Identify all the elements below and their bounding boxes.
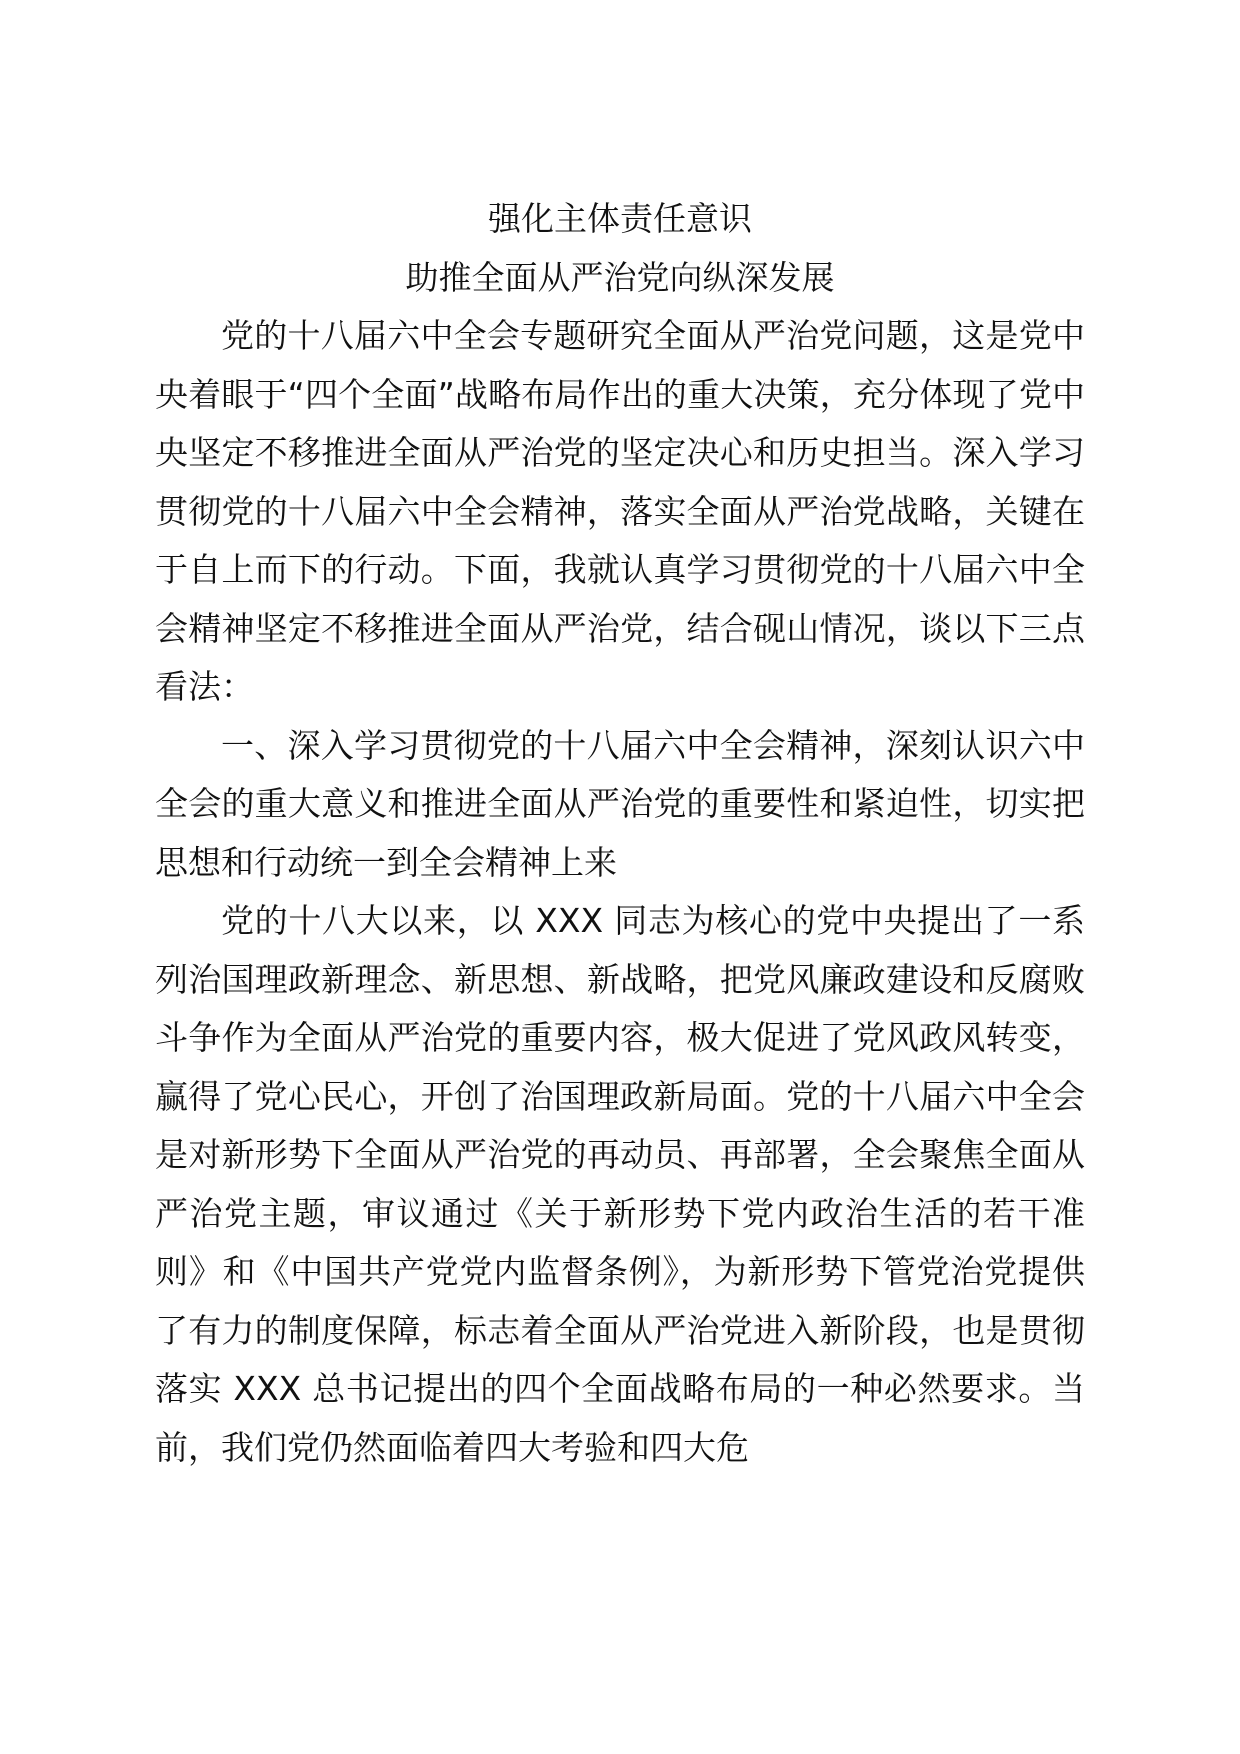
document-title-line-2: 助推全面从严治党向纵深发展 xyxy=(405,257,835,297)
document-body xyxy=(155,190,1085,1477)
paragraph-intro: 党的十八届六中全会专题研究全面从严治党问题，这是党中央着眼于“四个全面”战略布局作出的重大决策，充分体现了党中央坚定不移推进全面从严治党的坚定决心和历史担当。深入学习贯彻党的十八届六中全会精神，落实全面从严治党战略，关键在于自上而下的行动。下面，我就认真学习贯彻党的十八届六中全会精神坚定不移推进全面从严治党，结合砚山情况，谈以下三点看法： xyxy=(155,316,1085,706)
paragraph-body-1: 党的十八大以来，以 XXX 同志为核心的党中央提出了一系列治国理政新理念、新思想、新战略，把党风廉政建设和反腐败斗争作为全面从严治党的重要内容，极大促进了党风政风转变，赢得了党心民心，开创了治国理政新局面。党的十八届六中全会是对新形势下全面从严治党的再动员、再部署，全会聚焦全面从严治党主题，审议通过《关于新形势下党内政治生活的若干准则》和《中国共产党党内监督条例》，为新形势下管党治党提供了有力的制度保障，标志着全面从严治党进入新阶段，也是贯彻落实 XXX 总书记提出的四个全面战略布局的一种必然要求。当前，我们党仍然面临着四大考验和四大危 xyxy=(155,901,1085,1467)
paragraph-section-heading-1: 一、深入学习贯彻党的十八届六中全会精神，深刻认识六中全会的重大意义和推进全面从严治党的重要性和紧迫性，切实把思想和行动统一到全会精神上来 xyxy=(155,725,1085,882)
document-title-line-1: 强化主体责任意识 xyxy=(488,199,752,238)
